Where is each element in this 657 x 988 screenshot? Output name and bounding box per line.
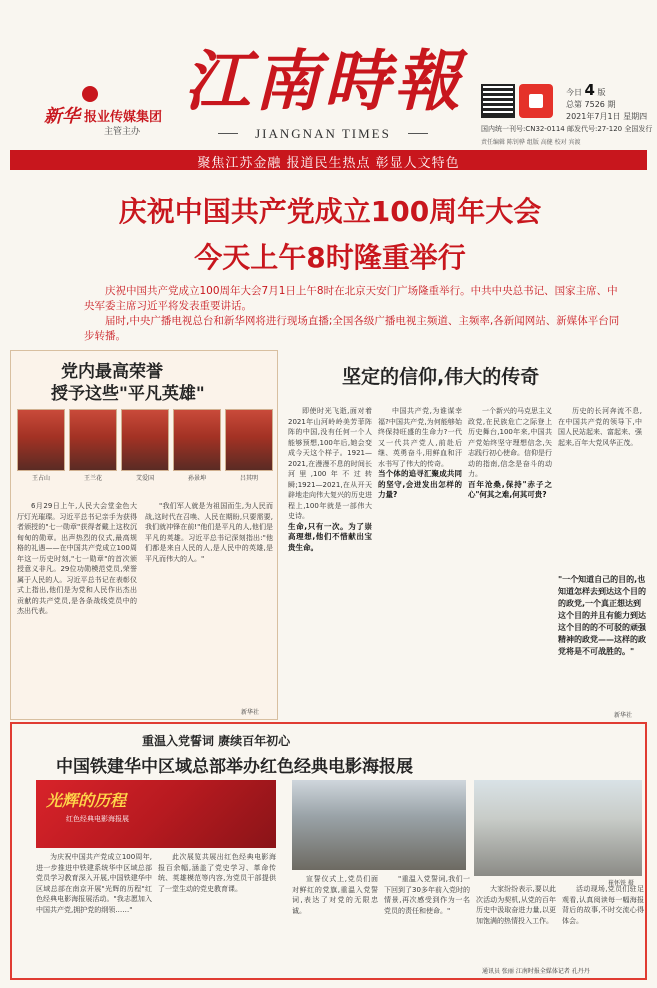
editors: 责任编辑 陈钊骅 组版 高健 校对 宾渡 xyxy=(481,139,581,146)
right-story-col3-text: 一个新兴的马克思主义政党,在民族危亡之际登上历史舞台,100年来,中国共产党始终坚守理想信念,矢志践行初心使命。信仰是行动的指南,信念是奋斗的动力。 xyxy=(468,407,552,478)
bottom-story-sign: 通讯员 张丽 江南时报全媒体记者 孔丹丹 xyxy=(482,968,590,975)
honoree-caption: 吕其明 xyxy=(239,475,258,482)
poster-photo xyxy=(36,780,276,848)
lead-paragraph-1: 庆祝中国共产党成立100周年大会7月1日上午8时在北京天安门广场隆重举行。中共中央总书记、国家主席、中央军委主席习近平将发表重要讲话。 xyxy=(84,285,618,312)
bottom-story-title: 中国铁建华中区域总部举办红色经典电影海报展 xyxy=(56,757,413,777)
slogan-bar xyxy=(10,150,647,170)
bottom-story-col1: 为庆祝中国共产党成立100周年,进一步推进中铁建系统华中区域总部党员学习教育深入开展,中国铁建华中区域总部在南京开展"光辉的历程"红色经典电影海报展活动。"我志愿加入中国共产党,拥护党的纲领……" xyxy=(36,853,152,914)
right-story-title: 坚定的信仰,伟大的传奇 xyxy=(342,366,540,388)
bottom-story[interactable] xyxy=(10,722,647,980)
bottom-story-col2: 此次展览共展出红色经典电影海报百余幅,涵盖了党史学习、革命传统、英雄模范等内容,为党员干部提供了一堂生动的党史教育课。 xyxy=(158,853,276,893)
bottom-story-col6: 活动现场,党员们驻足观看,认真阅读每一幅海报背后的故事,不时交流心得体会。 xyxy=(562,885,644,925)
right-story-col2-text: 中国共产党,为谁谋幸福?中国共产党,为何能够始终保持旺盛的生命力?一代又一代共产党人,前赴后继、英勇奋斗,用鲜血和汗水书写了伟大的传奇。 xyxy=(378,407,462,468)
headline-lead xyxy=(84,284,620,344)
date-page-num: 4 xyxy=(584,81,595,99)
left-story[interactable] xyxy=(10,350,278,720)
left-story-title2: 授予这些"平凡英雄" xyxy=(51,384,205,404)
left-story-sign: 新华社 xyxy=(241,709,260,716)
bottom-story-col5: 大家纷纷表示,要以此次活动为契机,从党的百年历史中汲取奋进力量,以更加饱满的热情投入工作。 xyxy=(476,885,556,925)
right-story-col4 xyxy=(558,406,642,566)
honoree-photo xyxy=(17,409,65,471)
cn-number: 国内统一刊号:CN32-0114 邮发代号:27-120 全国发行 xyxy=(481,125,653,133)
left-story-title1: 党内最高荣誉 xyxy=(61,362,163,382)
lead-paragraph-2: 届时,中央广播电视总台和新华网将进行现场直播;全国各级广播电视主频道、主频率,各新闻网站、新媒体平台同步转播。 xyxy=(84,315,620,342)
group-name: 报业传媒集团 xyxy=(84,110,163,125)
app-logo-icon[interactable] xyxy=(519,84,553,118)
right-story-subhead3: 百年沧桑,保持"赤子之心"何其之难,何其可贵? xyxy=(468,479,552,499)
paper-title-en: JIANGNAN TIMES xyxy=(238,126,408,142)
headline-line2: 今天上午8时隆重举行 xyxy=(194,241,466,274)
issue-date: 2021年7月1日 星期四 xyxy=(566,112,648,121)
honoree-photos xyxy=(15,409,275,489)
bottom-story-kicker: 重温入党誓词 赓续百年初心 xyxy=(142,734,291,748)
date-page-unit: 版 xyxy=(597,88,606,97)
group-brand: 新华 xyxy=(44,106,80,127)
poster-photo-sub: 红色经典电影海报展 xyxy=(66,815,129,823)
right-story-subhead2: 当个体的追寻汇聚成共同的坚守,会迸发出怎样的力量? xyxy=(378,469,462,499)
honoree-photo xyxy=(225,409,273,471)
group-logo xyxy=(44,100,164,140)
honoree-caption: 艾爱国 xyxy=(135,475,154,482)
qr-code-icon[interactable] xyxy=(481,84,515,118)
right-story-col1-text: 即使时光飞逝,面对着2021年山河岭岭美芳菲阵阵的中国,没有任何一个人能够预想,100年后,她会变成今天这个样子。1921—2021,在漫漫不息的时间长河里,100年不过转瞬;1921—2021,在从开天辟地走向伟大复兴的历史进程上,100年就是一部伟大史诗。 xyxy=(288,407,372,520)
paper-title: 江南時報 xyxy=(184,42,464,120)
middle-section xyxy=(10,350,647,722)
poster-photo-title: 光辉的历程 xyxy=(46,791,127,810)
group-sub: 主管主办 xyxy=(104,127,141,137)
issue-total: 总第 7526 期 xyxy=(566,100,616,109)
right-story-col3 xyxy=(468,406,552,716)
right-story-sign: 新华社 xyxy=(614,712,633,719)
photo-credit: 崔怀铁 摄 xyxy=(608,880,634,887)
headline-line1: 庆祝中国共产党成立100周年大会 xyxy=(118,195,542,228)
honoree-photo xyxy=(173,409,221,471)
left-story-col1: 6月29日上午,人民大会堂金色大厅灯光璀璨。习近平总书记亲手为获得者颁授的"七一勋章"获得者戴上这枚沉甸甸的勋章。出声热烈的仪式,最高规格的礼遇——在中国共产党成立100周年这一历史时刻,"七一勋章"的首次颁授意义非凡。29位功勋模范党员,荣誉属于人民的人。习近平总书记在表彰仪式上指出,他们是为党和人民作出杰出贡献的共产党员,是各条战线党员中的杰出代表。 xyxy=(17,502,137,615)
right-story-col4-text: 历史的长河奔流不息,在中国共产党的领导下,中国人民站起来、富起来、强起来,百年大党风华正茂。 xyxy=(558,407,642,447)
exhibition-photo xyxy=(292,780,466,870)
masthead xyxy=(0,0,657,150)
honoree-photo xyxy=(121,409,169,471)
issue-info xyxy=(566,81,654,123)
date-page-label: 今日 xyxy=(566,88,582,97)
honoree-caption: 王兰花 xyxy=(83,475,102,482)
honoree-caption: 孙景坤 xyxy=(187,475,206,482)
slogan: 聚焦江苏金融 报道民生热点 彰显人文特色 xyxy=(197,156,460,171)
bottom-story-col4: "重温入党誓词,我们一下回到了30多年前入党时的情景,再次感受到作为一名党员的责任和使命。" xyxy=(384,875,470,915)
right-story-col1 xyxy=(288,406,372,716)
group-photo xyxy=(474,780,642,876)
right-story[interactable] xyxy=(286,350,647,720)
right-story-col2 xyxy=(378,406,462,716)
right-story-subhead1: 生命,只有一次。为了崇高理想,他们不惜献出宝贵生命。 xyxy=(288,521,372,552)
pull-quote: "一个知道自己的目的,也知道怎样去到达这个目的的政党,一个真正想达到这个目的并且有能力到达这个目的的不可驳的顽强精神的政党——这样的政党将是不可战胜的。" xyxy=(558,575,646,656)
left-story-col2: "我们军人就是为祖国而生,为人民而战,这时代在召唤、人民在期盼,只要需要,我们就冲锋在前!"他们是平凡的人,他们是平凡的英雄。习近平总书记深刻指出:"他们都是来自人民的人,是人民中的英雄,是平凡而伟大的人。" xyxy=(145,502,273,563)
honoree-caption: 王占山 xyxy=(31,475,50,482)
honoree-photo xyxy=(69,409,117,471)
bottom-story-col3: 宣誓仪式上,党员们面对鲜红的党旗,重温入党誓词,表达了对党的无限忠诚。 xyxy=(292,875,378,915)
